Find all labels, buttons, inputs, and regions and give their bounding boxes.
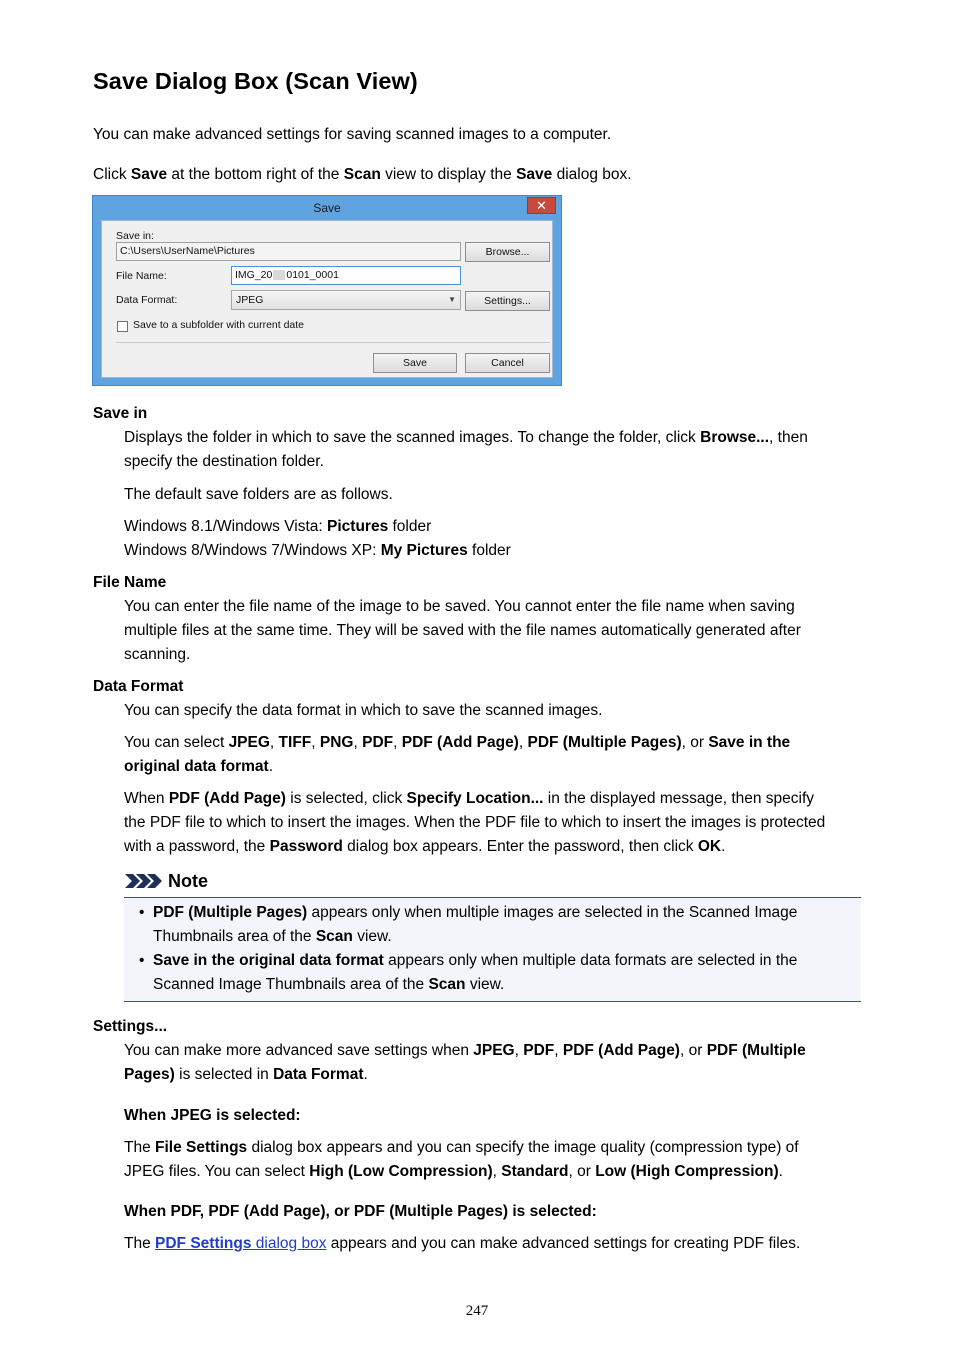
data-format-select[interactable]: JPEG ▼	[231, 290, 461, 310]
data-format-label: Data Format:	[116, 294, 178, 306]
term-data-format: Data Format	[93, 678, 184, 695]
file-name-desc-1: You can enter the file name of the image to be saved. You cannot enter the file name when saving	[124, 598, 795, 615]
save-in-label: Save in:	[116, 230, 154, 242]
divider	[116, 342, 550, 343]
settings-desc-2: Pages) is selected in Data Format.	[124, 1066, 368, 1083]
save-in-win8: Windows 8/Windows 7/Windows XP: My Pictures folder	[124, 542, 511, 559]
redacted-mark	[273, 270, 285, 280]
save-in-desc-1: Displays the folder in which to save the scanned images. To change the folder, click Browse..., then	[124, 429, 808, 446]
note-box	[124, 897, 861, 1002]
subfolder-label: Save to a subfolder with current date	[133, 319, 305, 331]
save-in-field[interactable]: C:\Users\UserName\Pictures	[116, 242, 461, 261]
jpeg-desc-2: JPEG files. You can select High (Low Compression), Standard, or Low (High Compression).	[124, 1163, 783, 1180]
data-format-pdfadd-1: When PDF (Add Page) is selected, click Specify Location... in the displayed message, then specify	[124, 790, 815, 807]
jpeg-desc-1: The File Settings dialog box appears and you can specify the image quality (compression type) of	[124, 1139, 799, 1156]
save-dialog-screenshot	[92, 195, 562, 386]
subfolder-checkbox[interactable]	[117, 321, 128, 332]
page-number: 247	[465, 1303, 489, 1319]
intro-text: You can make advanced settings for saving scanned images to a computer.	[93, 126, 612, 143]
file-name-label: File Name:	[116, 270, 167, 282]
file-name-input[interactable]: IMG_20 0101_0001	[231, 266, 461, 285]
bullet: •	[139, 952, 145, 969]
bullet: •	[139, 904, 145, 921]
chevron-down-icon: ▼	[448, 295, 456, 304]
note-item-1-line-1: PDF (Multiple Pages) appears only when multiple images are selected in the Scanned Image	[153, 904, 798, 921]
term-save-in: Save in	[93, 405, 148, 422]
term-settings: Settings...	[93, 1018, 168, 1035]
click-instruction: Click Save at the bottom right of the Scan view to display the Save dialog box.	[93, 166, 632, 183]
browse-button[interactable]: Browse...	[465, 242, 550, 262]
settings-button[interactable]: Settings...	[465, 291, 550, 311]
note-item-2-line-2: Scanned Image Thumbnails area of the Scan view.	[153, 976, 505, 993]
note-chevrons-icon	[125, 872, 163, 890]
data-format-desc: You can specify the data format in which to save the scanned images.	[124, 702, 603, 719]
settings-desc-1: You can make more advanced save settings when JPEG, PDF, PDF (Add Page), or PDF (Multiple	[124, 1042, 806, 1059]
dialog-body	[101, 220, 553, 378]
data-format-pdfadd-2: the PDF file to which to insert the images. When the PDF file to which to insert the images is protected	[124, 814, 826, 831]
data-format-options-1: You can select JPEG, TIFF, PNG, PDF, PDF (Add Page), PDF (Multiple Pages), or Save in the	[124, 734, 791, 751]
save-button[interactable]: Save	[373, 353, 457, 373]
pdf-settings-link[interactable]: PDF Settings dialog box	[155, 1235, 327, 1252]
file-name-desc-2: multiple files at the same time. They will be saved with the file names automatically generated after	[124, 622, 801, 639]
note-title: Note	[168, 871, 208, 891]
jpeg-subheading: When JPEG is selected:	[124, 1107, 301, 1124]
pdf-desc: The PDF Settings dialog box appears and you can make advanced settings for creating PDF files.	[124, 1235, 801, 1252]
data-format-options-2: original data format.	[124, 758, 273, 775]
cancel-button[interactable]: Cancel	[465, 353, 550, 373]
term-file-name: File Name	[93, 574, 167, 591]
pdf-subheading: When PDF, PDF (Add Page), or PDF (Multiple Pages) is selected:	[124, 1203, 597, 1220]
note-item-2-line-1: Save in the original data format appears only when multiple data formats are selected in the	[153, 952, 798, 969]
close-icon[interactable]: ✕	[527, 197, 556, 214]
save-in-desc-2: specify the destination folder.	[124, 453, 324, 470]
save-in-win81: Windows 8.1/Windows Vista: Pictures folder	[124, 518, 432, 535]
note-item-1-line-2: Thumbnails area of the Scan view.	[153, 928, 392, 945]
save-in-default: The default save folders are as follows.	[124, 486, 393, 503]
dialog-title: Save	[313, 201, 341, 215]
file-name-desc-3: scanning.	[124, 646, 191, 663]
data-format-pdfadd-3: with a password, the Password dialog box appears. Enter the password, then click OK.	[124, 838, 726, 855]
page-title: Save Dialog Box (Scan View)	[93, 68, 418, 94]
